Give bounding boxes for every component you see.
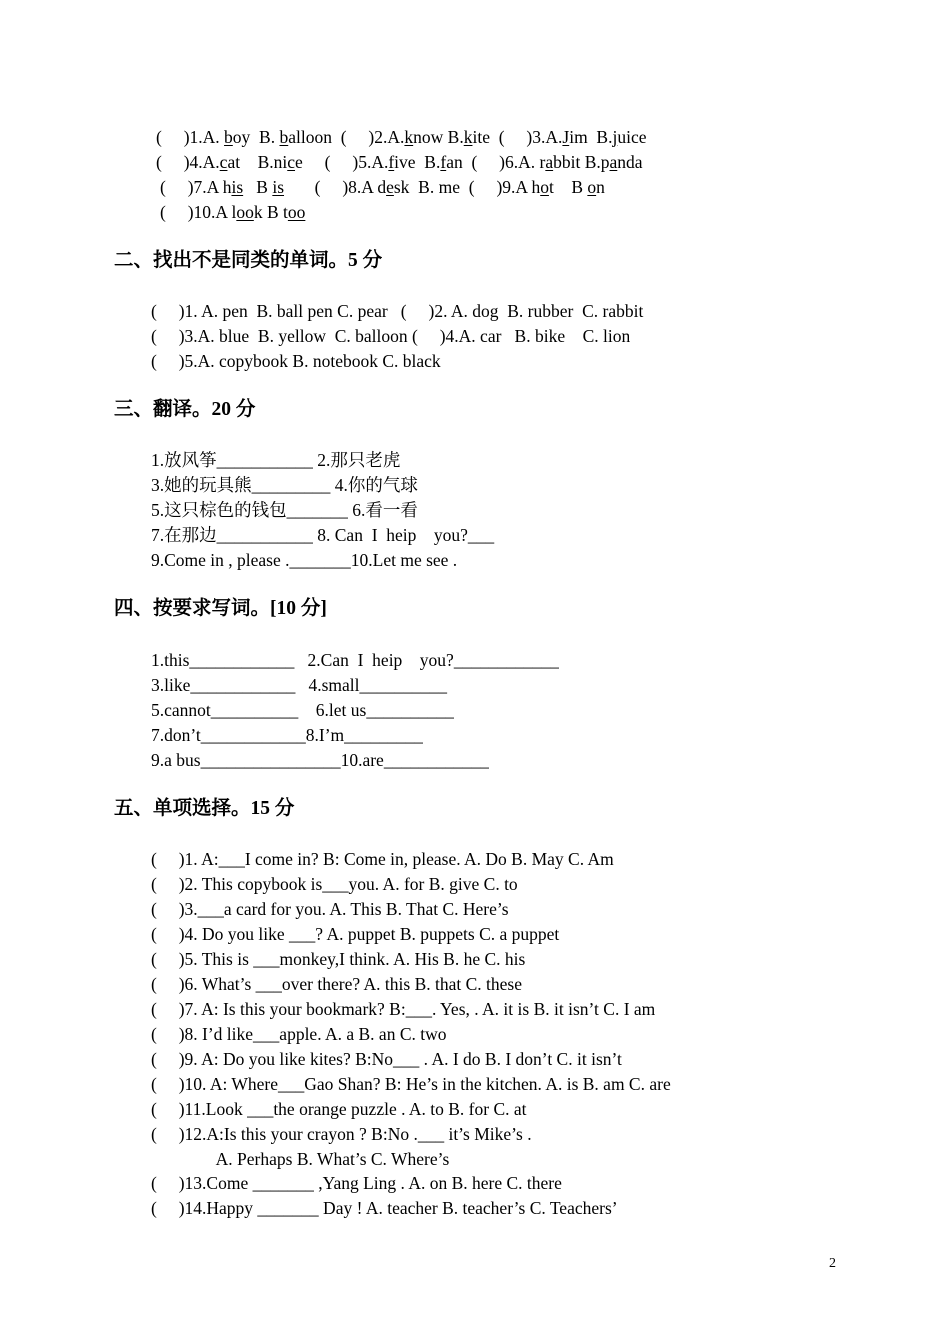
underlined-letters: k (404, 127, 414, 147)
translation-line-4: 7.在那边___________ 8. Can I heip you?___ (151, 525, 495, 545)
underlined-letters: oo (236, 202, 254, 222)
choice-line-5: ( )5. This is ___monkey,I think. A. His B. he C. his (151, 949, 526, 969)
underlined-letters: J (562, 127, 570, 147)
translation-line-5: 9.Come in , please ._______10.Let me see . (151, 550, 458, 570)
underlined-letters: c (287, 152, 296, 172)
word-form-line-5: 9.a bus________________10.are____________ (151, 750, 489, 770)
phonics-line-1: ( )1.A. boy B. balloon ( )2.A.know B.kite ( )3.A.Jim B.juice (156, 127, 647, 147)
underlined-letters: oo (287, 202, 306, 222)
underlined-letters: b (224, 127, 233, 147)
underlined-letters: o (540, 177, 549, 197)
underlined-letters: is (272, 177, 285, 197)
word-form-line-2: 3.like____________ 4.small__________ (151, 675, 448, 695)
underlined-letters: f (388, 152, 395, 172)
choice-line-12: ( )12.A:Is this your crayon ? B:No .___ it’s Mike’s . (151, 1124, 532, 1144)
choice-line-9: ( )9. A: Do you like kites? B:No___ . A. I do B. I don’t C. it isn’t (151, 1049, 622, 1069)
underlined-letters: e (386, 177, 394, 197)
translation-line-3: 5.这只棕色的钱包_______ 6.看一看 (151, 500, 418, 520)
word-form-line-3: 5.cannot__________ 6.let us__________ (151, 700, 454, 720)
page-number: 2 (829, 1256, 836, 1271)
choice-line-3: ( )3.___a card for you. A. This B. That C. Here’s (151, 899, 509, 919)
choice-line-6: ( )6. What’s ___over there? A. this B. that C. these (151, 974, 522, 994)
underlined-letters: j (612, 127, 618, 147)
underlined-letters: c (219, 152, 228, 172)
choice-line-7: ( )7. A: Is this your bookmark? B:___. Yes, . A. it is B. it isn’t C. I am (151, 999, 656, 1019)
translation-line-1: 1.放风筝___________ 2.那只老虎 (151, 450, 401, 470)
underlined-letters: is (231, 177, 244, 197)
section3-heading: 三、翻译。20 分 (114, 399, 256, 420)
phonics-line-2: ( )4.A.cat B.nice ( )5.A.five B.fan ( )6.A. rabbit B.panda (156, 152, 643, 172)
word-form-line-4: 7.don’t____________8.I’m_________ (151, 725, 423, 745)
choice-line-10: ( )10. A: Where___Gao Shan? B: He’s in the kitchen. A. is B. am C. are (151, 1074, 671, 1094)
phonics-line-4: ( )10.A look B too (160, 202, 306, 222)
translation-line-2: 3.她的玩具熊_________ 4.你的气球 (151, 475, 418, 495)
section5-heading: 五、单项选择。15 分 (114, 798, 295, 819)
odd-one-out-line-2: ( )3.A. blue B. yellow C. balloon ( )4.A. car B. bike C. lion (151, 326, 631, 346)
odd-one-out-line-1: ( )1. A. pen B. ball pen C. pear ( )2. A. dog B. rubber C. rabbit (151, 301, 644, 321)
section2-heading: 二、找出不是同类的单词。5 分 (114, 250, 383, 271)
underlined-letters: b (279, 127, 289, 147)
phonics-line-3: ( )7.A his B is ( )8.A desk B. me ( )9.A hot B on (160, 177, 605, 197)
choice-line-8: ( )8. I’d like___apple. A. a B. an C. two (151, 1024, 447, 1044)
word-form-line-1: 1.this____________ 2.Can I heip you?____________ (151, 650, 559, 670)
section4-heading: 四、按要求写词。[10 分] (114, 598, 327, 619)
underlined-letters: f (440, 152, 447, 172)
odd-one-out-line-3: ( )5.A. copybook B. notebook C. black (151, 351, 441, 371)
choice-line-12-options: A. Perhaps B. What’s C. Where’s (151, 1149, 450, 1169)
choice-line-1: ( )1. A:___I come in? B: Come in, please. A. Do B. May C. Am (151, 849, 614, 869)
choice-line-13: ( )13.Come _______ ,Yang Ling . A. on B. here C. there (151, 1173, 562, 1193)
choice-line-4: ( )4. Do you like ___? A. puppet B. puppets C. a puppet (151, 924, 560, 944)
underlined-letters: o (587, 177, 597, 197)
choice-line-2: ( )2. This copybook is___you. A. for B. give C. to (151, 874, 518, 894)
choice-line-11: ( )11.Look ___the orange puzzle . A. to B. for C. at (151, 1099, 527, 1119)
choice-line-14: ( )14.Happy _______ Day ! A. teacher B. teacher’s C. Teachers’ (151, 1198, 618, 1218)
underlined-letters: k (463, 127, 473, 147)
underlined-letters: a (609, 152, 618, 172)
underlined-letters: a (545, 152, 554, 172)
